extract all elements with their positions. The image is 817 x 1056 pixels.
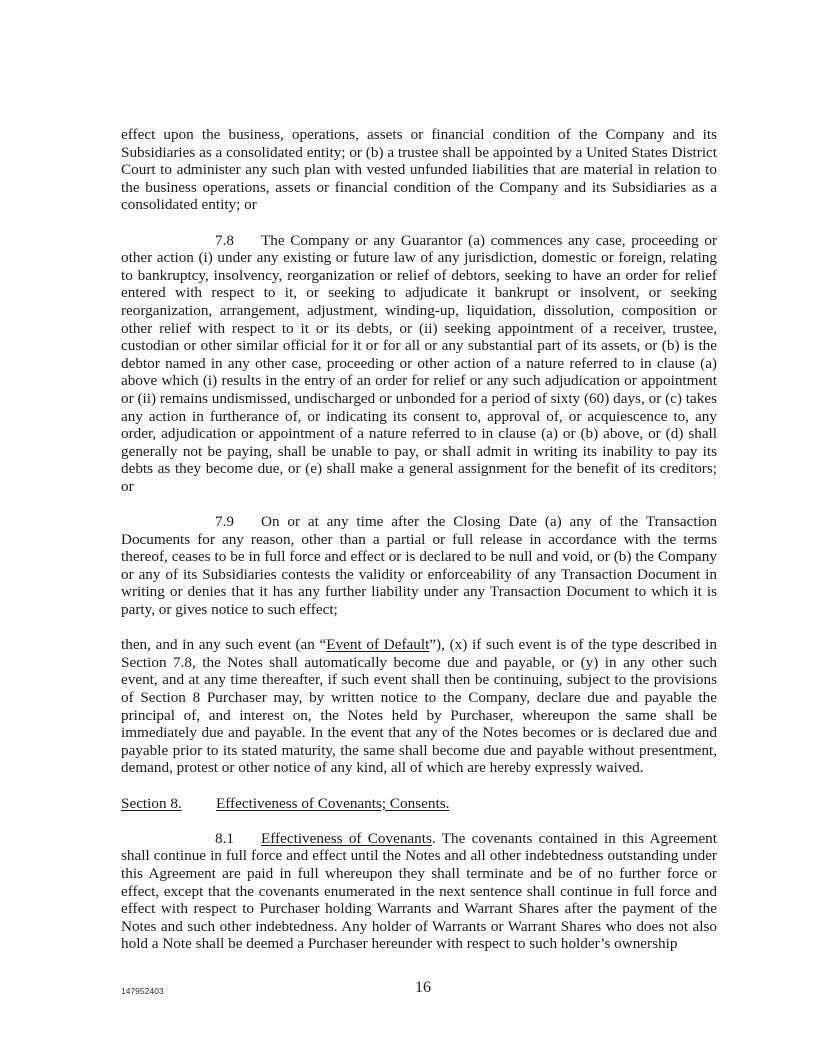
clause-number-7-9: 7.9 bbox=[215, 513, 234, 531]
paragraph-gap bbox=[121, 619, 717, 637]
paragraph-7-9 bbox=[121, 513, 717, 619]
footer-page-number: 16 bbox=[415, 979, 431, 996]
paragraph-gap bbox=[121, 214, 717, 232]
clause-number-8-1: 8.1 bbox=[215, 829, 234, 847]
section-8-label-text: Section 8. bbox=[121, 794, 182, 812]
text-segment: ”), (x) if such event is of the type described in Section 7.8, the Notes shall automatically become due and payable, or (y) in any other such event, and at any time thereafter, if such event shall then be continuing, subject to the provisions of Section 8 Purchaser may, by written notice to the Company, declare due and payable the principal of, and interest on, the Notes held by Purchaser, whereupon the same shall be immediately due and payable. In the event that any of the Notes becomes or is declared due and payable prior to its stated maturity, the same shall become due and payable without presentment, demand, protest or other notice of any kind, all of which are hereby expressly waived. bbox=[121, 636, 717, 777]
paragraph-continuation: effect upon the business, operations, assets or financial condition of the Company and its Subsidiaries as a consolidated entity; or (b) a trustee shall be appointed by a United States District Court to administer any such plan with vested unfunded liabilities that are material in relation to the business operations, assets or financial condition of the Company and its Subsidiaries as a consolidated entity; or bbox=[121, 126, 717, 214]
paragraph-event-of-default bbox=[121, 636, 717, 777]
clause-heading-punct: . bbox=[431, 829, 436, 847]
section-8-title: Effectiveness of Covenants; Consents. bbox=[216, 794, 450, 812]
clause-text-7-9: On or at any time after the Closing Date (a) any of the Transaction Documents for any reason, other than a partial or full release in accordance with the terms thereof, ceases to be in full force and effect or is declared to be null and void, or (b) the Company or any of its Subsidiaries contests the validity or enforceability of any Transaction Document in writing or denies that it has any further liability under any Transaction Document to which it is party, or gives notice to such effect; bbox=[121, 513, 717, 619]
clause-number-7-8: 7.8 bbox=[215, 231, 234, 249]
paragraph-gap bbox=[121, 812, 717, 830]
clause-heading-8-1: Effectiveness of Covenants bbox=[261, 829, 432, 847]
paragraph-gap bbox=[121, 777, 717, 795]
clause-text-7-8: The Company or any Guarantor (a) commences any case, proceeding or other action (i) under any existing or future law of any jurisdiction, domestic or foreign, relating to bankruptcy, insolvency, reorganization or relief of debtors, seeking to have an order for relief entered with respect to it, or seeking to adjudicate it bankrupt or insolvent, or seeking reorganization, arrangement, adjustment, winding-up, liquidation, dissolution, composition or other relief with respect to it or its debts, or (ii) seeking appointment of a receiver, trustee, custodian or other similar official for it or for all or any substantial part of its assets, or (b) is the debtor named in any other case, proceeding or other action of a nature referred to in clause (a) above which (i) results in the entry of an order for relief or any such adjudication or appointment or (ii) remains undismissed, undischarged or unbonded for a period of sixty (60) days, or (c) takes any action in furtherance of, or indicating its consent to, approval of, or acquiescence to, any order, adjudication or appointment of a nature referred to in clause (a) or (b) above, or (d) shall generally not be paying, shall be unable to pay, or shall admit in writing its inability to pay its debts as they become due, or (e) shall make a general assignment for the benefit of its creditors; or bbox=[121, 231, 717, 495]
section-8-heading bbox=[121, 795, 717, 813]
paragraph-7-8 bbox=[121, 232, 717, 496]
text-segment: then, and in any such event (an “ bbox=[121, 636, 327, 654]
section-8-label bbox=[121, 795, 216, 813]
clause-text-8-1: The covenants contained in this Agreement shall continue in full force and effect until the Notes and all other indebtedness outstanding under this Agreement are paid in full whereupon they shall terminate and be of no further force or effect, except that the covenants enumerated in the next sentence shall continue in full force and effect with respect to Purchaser holding Warrants and Warrant Shares after the payment of the Notes and such other indebtedness. Any holder of Warrants or Warrant Shares who does not also hold a Note shall be deemed a Purchaser hereunder with respect to such holder’s ownership bbox=[121, 829, 717, 953]
footer-document-id: 147952403 bbox=[121, 986, 164, 996]
paragraph-gap bbox=[121, 495, 717, 513]
defined-term-event-of-default: Event of Default bbox=[326, 636, 430, 654]
document-body bbox=[121, 126, 717, 953]
paragraph-8-1 bbox=[121, 830, 717, 953]
